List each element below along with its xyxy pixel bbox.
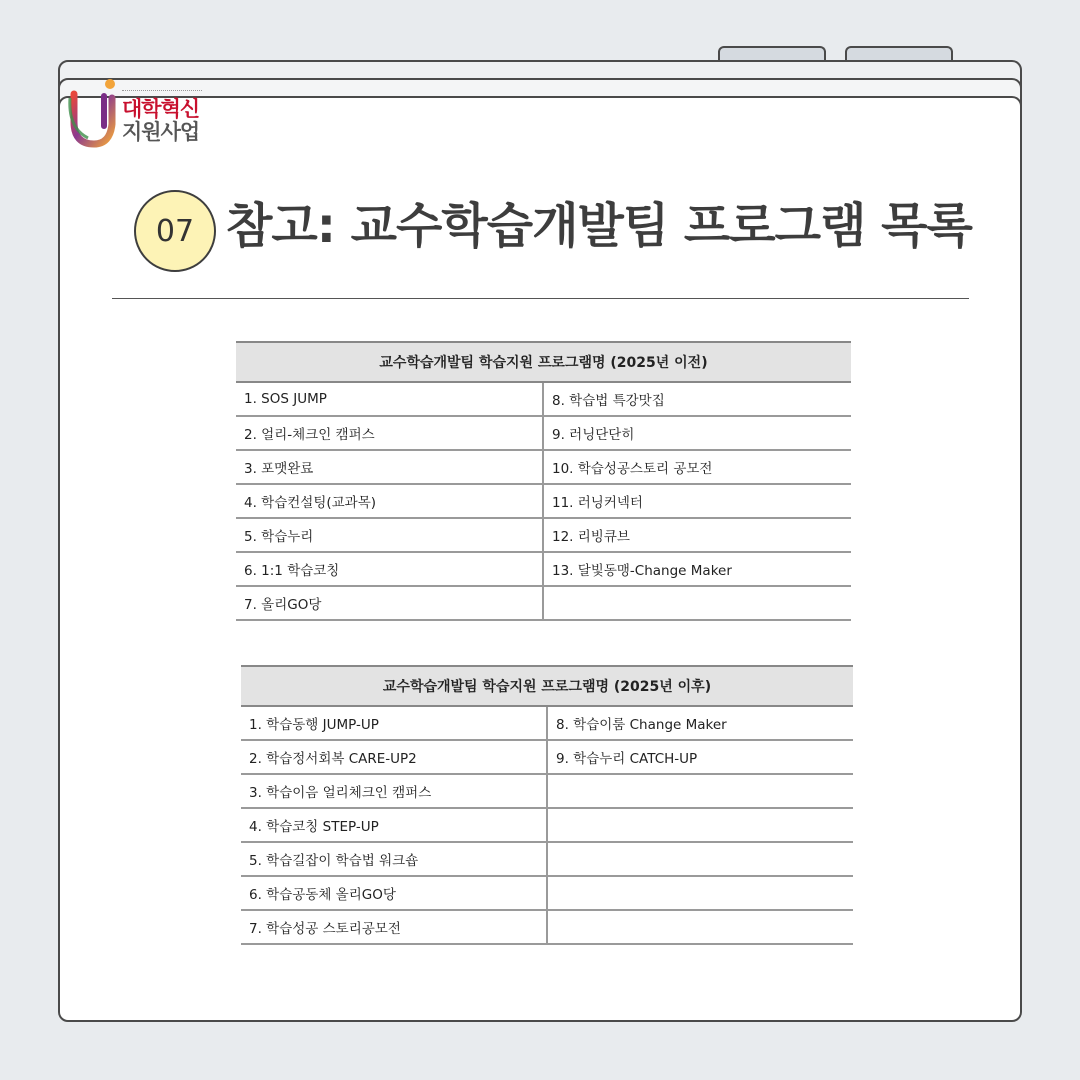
- table-cell: 7. 올리GO당: [236, 586, 543, 620]
- table-cell: 11. 러닝커넥터: [543, 484, 851, 518]
- table-heading: 교수학습개발팀 학습지원 프로그램명 (2025년 이전): [236, 342, 851, 382]
- page-title: 참고: 교수학습개발팀 프로그램 목록: [226, 198, 972, 254]
- table-cell: 9. 학습누리 CATCH-UP: [547, 740, 853, 774]
- logo-text-line1: 대학혁신: [122, 97, 200, 121]
- table-cell: 1. SOS JUMP: [236, 382, 543, 416]
- table-row: [236, 450, 851, 484]
- table-cell: 8. 학습이룸 Change Maker: [547, 706, 853, 740]
- table-heading: 교수학습개발팀 학습지원 프로그램명 (2025년 이후): [241, 666, 853, 706]
- table-cell: [543, 586, 851, 620]
- table-cell: 4. 학습컨설팅(교과목): [236, 484, 543, 518]
- table-row: [236, 586, 851, 620]
- table-cell: [547, 910, 853, 944]
- table-cell: 5. 학습길잡이 학습법 워크숍: [241, 842, 547, 876]
- table-cell: 1. 학습동행 JUMP-UP: [241, 706, 547, 740]
- logo-decoration: [122, 90, 202, 94]
- table-row: [241, 808, 853, 842]
- title-divider: [112, 298, 969, 299]
- table-cell: 6. 학습공동체 올리GO당: [241, 876, 547, 910]
- table-cell: 4. 학습코칭 STEP-UP: [241, 808, 547, 842]
- table-cell: 3. 포맷완료: [236, 450, 543, 484]
- program-table-before-2025: [236, 341, 851, 621]
- table-cell: 8. 학습법 특강맛집: [543, 382, 851, 416]
- table-cell: 5. 학습누리: [236, 518, 543, 552]
- table-row: [236, 416, 851, 450]
- table-row: [241, 876, 853, 910]
- section-number-badge: 07: [134, 190, 216, 272]
- table-cell: [547, 774, 853, 808]
- table-cell: 2. 얼리-체크인 캠퍼스: [236, 416, 543, 450]
- table-cell: 3. 학습이음 얼리체크인 캠퍼스: [241, 774, 547, 808]
- table-cell: [547, 876, 853, 910]
- table-cell: 13. 달빛동맹-Change Maker: [543, 552, 851, 586]
- table-row: [241, 910, 853, 944]
- logo-text-line2: 지원사업: [122, 120, 200, 144]
- program-table-after-2025: [241, 665, 853, 945]
- table-cell: [547, 808, 853, 842]
- table-row: [236, 518, 851, 552]
- table-row: [241, 706, 853, 740]
- table-cell: [547, 842, 853, 876]
- table-row: [236, 484, 851, 518]
- table-cell: 9. 러닝단단히: [543, 416, 851, 450]
- table-row: [236, 382, 851, 416]
- table-cell: 6. 1:1 학습코칭: [236, 552, 543, 586]
- table-row: [241, 774, 853, 808]
- table-row: [241, 740, 853, 774]
- table-row: [236, 552, 851, 586]
- table-cell: 10. 학습성공스토리 공모전: [543, 450, 851, 484]
- table-cell: 12. 리빙큐브: [543, 518, 851, 552]
- table-row: [241, 842, 853, 876]
- table-cell: 2. 학습정서회복 CARE-UP2: [241, 740, 547, 774]
- table-cell: 7. 학습성공 스토리공모전: [241, 910, 547, 944]
